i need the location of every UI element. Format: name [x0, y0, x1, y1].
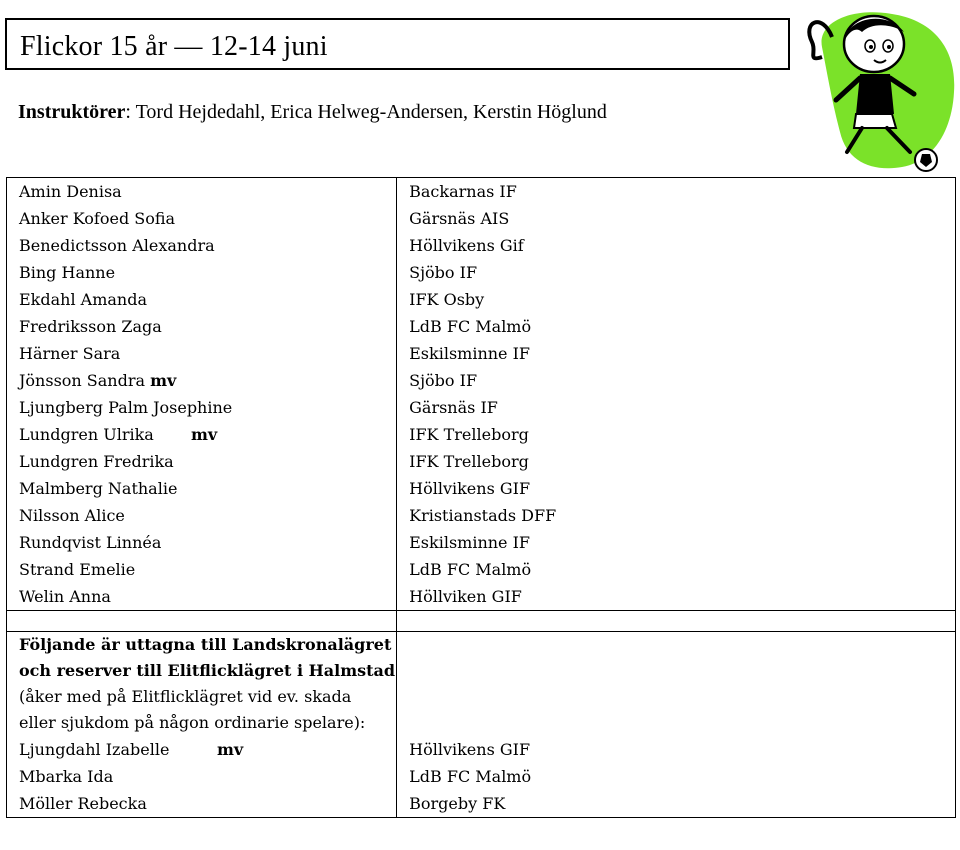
player-club: LdB FC Malmö	[409, 317, 532, 336]
instructors-line	[18, 101, 607, 124]
reserves-note-line: (åker med på Elitflicklägret vid ev. skada	[19, 687, 352, 706]
goalkeeper-badge: mv	[217, 740, 244, 759]
player-clubs-cell	[397, 178, 956, 611]
instructors-names: Tord Hejdedahl, Erica Helweg-Andersen, Kerstin Höglund	[135, 101, 607, 123]
goalkeeper-badge: mv	[150, 371, 177, 390]
reserve-name: Mbarka Ida	[19, 767, 114, 786]
page-title: Flickor 15 år — 12-14 juni	[20, 31, 328, 62]
spacer-cell	[397, 611, 956, 632]
logo-shorts	[854, 114, 896, 128]
player-club: Gärsnäs AIS	[409, 209, 510, 228]
player-name: Härner Sara	[19, 344, 121, 363]
reserves-row	[7, 632, 956, 818]
player-name: Malmberg Nathalie	[19, 479, 178, 498]
player-club: IFK Osby	[409, 290, 485, 309]
instructors-colon: :	[125, 101, 136, 123]
reserves-note	[19, 632, 396, 736]
player-club: Höllvikens GIF	[409, 479, 531, 498]
player-club: Backarnas IF	[409, 182, 517, 201]
spacer-cell	[7, 611, 397, 632]
spacer-row	[7, 611, 956, 632]
reserve-club: Höllvikens GIF	[409, 740, 531, 759]
player-name: Lundgren Ulrika mv	[19, 421, 396, 448]
reserves-note-line: och reserver till Elitflicklägret i Halmstad	[19, 661, 396, 680]
instructors-label: Instruktörer	[18, 101, 126, 123]
player-club: Eskilsminne IF	[409, 344, 531, 363]
reserve-name: Möller Rebecka	[19, 794, 147, 813]
reserves-note-line: Följande är uttagna till Landskronalägret	[19, 635, 392, 654]
player-club: LdB FC Malmö	[409, 560, 532, 579]
reserve-club: LdB FC Malmö	[409, 767, 532, 786]
roster-table	[6, 177, 956, 818]
player-name: Ekdahl Amanda	[19, 290, 148, 309]
player-club: Kristianstads DFF	[409, 506, 557, 525]
players-row	[7, 178, 956, 611]
goalkeeper-badge: mv	[191, 425, 218, 444]
reserve-name: Ljungdahl Izabelle mv	[19, 736, 396, 763]
reserves-note-line: eller sjukdom på någon ordinarie spelare):	[19, 713, 366, 732]
player-club: Sjöbo IF	[409, 371, 478, 390]
player-name: Strand Emelie	[19, 560, 136, 579]
player-club: Höllvikens Gif	[409, 236, 524, 255]
reserve-club: Borgeby FK	[409, 794, 506, 813]
reserves-clubs-cell	[397, 632, 956, 818]
player-name: Rundqvist Linnéa	[19, 533, 162, 552]
girl-soccer-player-logo	[792, 2, 960, 174]
logo-pupil-right	[887, 45, 891, 49]
reserves-names-cell	[7, 632, 397, 818]
player-club: IFK Trelleborg	[409, 452, 529, 471]
player-name: Jönsson Sandra mv	[19, 371, 177, 390]
player-club: IFK Trelleborg	[409, 425, 529, 444]
player-name: Anker Kofoed Sofia	[19, 209, 176, 228]
player-club: Gärsnäs IF	[409, 398, 498, 417]
player-name: Ljungberg Palm Josephine	[19, 398, 233, 417]
title-box	[5, 18, 790, 70]
player-name: Fredriksson Zaga	[19, 317, 162, 336]
player-names-cell	[7, 178, 397, 611]
player-club: Eskilsminne IF	[409, 533, 531, 552]
player-name: Nilsson Alice	[19, 506, 125, 525]
logo-shirt	[856, 74, 894, 114]
player-name: Welin Anna	[19, 587, 111, 606]
player-club: Sjöbo IF	[409, 263, 478, 282]
player-name: Lundgren Fredrika	[19, 452, 174, 471]
player-club: Höllviken GIF	[409, 587, 522, 606]
player-name: Bing Hanne	[19, 263, 116, 282]
logo-pupil-left	[869, 45, 873, 49]
player-name: Benedictsson Alexandra	[19, 236, 215, 255]
player-name: Amin Denisa	[19, 182, 122, 201]
